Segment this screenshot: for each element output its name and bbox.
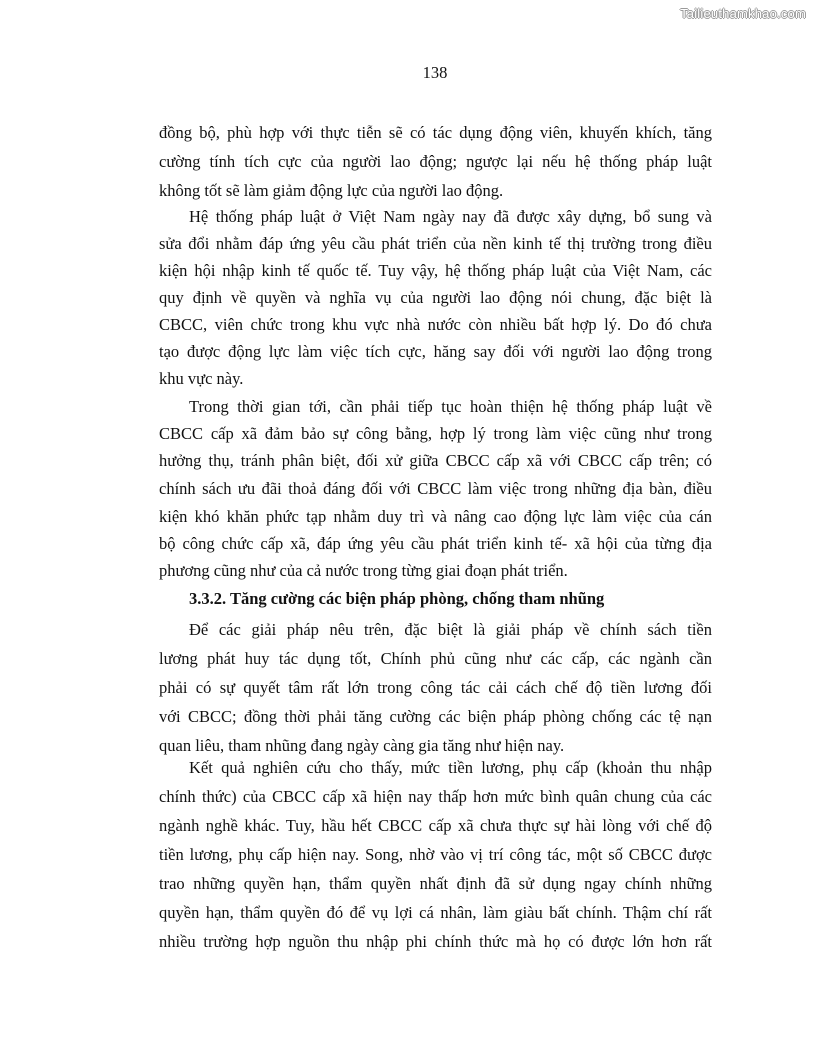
text-line: CBCC cấp xã đảm bảo sự công bằng, hợp lý trong làm việc cũng như trong [159, 424, 712, 443]
text-line: sửa đổi nhằm đáp ứng yêu cầu phát triển của nền kinh tế thị trường trong điều [159, 234, 712, 253]
text-line: với CBCC; đồng thời phải tăng cường các biện pháp phòng chống các tệ nạn [159, 707, 712, 726]
text-line: quy định về quyền và nghĩa vụ của người lao động nói chung, đặc biệt là [159, 288, 712, 307]
text-line: trao những quyền hạn, thẩm quyền nhất định đã sử dụng ngay chính những [159, 874, 712, 893]
page-number: 138 [422, 63, 448, 82]
section-heading: 3.3.2. Tăng cường các biện pháp phòng, chống tham nhũng [189, 589, 605, 608]
text-line: phải có sự quyết tâm rất lớn trong công tác cải cách chế độ tiền lương đối [159, 678, 712, 697]
text-line: nhiều trường hợp nguồn thu nhập phi chính thức mà họ có được lớn hơn rất [159, 932, 712, 951]
text-line: cường tính tích cực của người lao động; ngược lại nếu hệ thống pháp luật [159, 152, 712, 171]
text-line: kiện khó khăn phức tạp nhằm duy trì và nâng cao động lực làm việc của cán [159, 507, 712, 526]
text-line: đồng bộ, phù hợp với thực tiễn sẽ có tác dụng động viên, khuyến khích, tăng [159, 123, 712, 142]
text-line: bộ công chức cấp xã, đáp ứng yêu cầu phát triển kinh tế- xã hội của từng địa [159, 534, 712, 553]
text-line: Kết quả nghiên cứu cho thấy, mức tiền lương, phụ cấp (khoản thu nhập [189, 758, 712, 777]
text-line: CBCC, viên chức trong khu vực nhà nước còn nhiều bất hợp lý. Do đó chưa [159, 315, 712, 334]
text-line: chính thức) của CBCC cấp xã hiện nay thấp hơn mức bình quân chung của các [159, 787, 712, 806]
text-line: quyền hạn, thẩm quyền đó để vụ lợi cá nhân, làm giàu bất chính. Thậm chí rất [159, 903, 712, 922]
text-line: Hệ thống pháp luật ở Việt Nam ngày nay đã được xây dựng, bổ sung và [189, 207, 712, 226]
text-line: Trong thời gian tới, cần phải tiếp tục hoàn thiện hệ thống pháp luật về [189, 397, 712, 416]
text-line: quan liêu, tham nhũng đang ngày càng gia tăng như hiện nay. [159, 736, 565, 755]
text-line: chính sách ưu đãi thoả đáng đối với CBCC làm việc trong những địa bàn, điều [159, 479, 712, 498]
text-line: lương phát huy tác dụng tốt, Chính phủ cũng như các cấp, các ngành cần [159, 649, 712, 668]
text-line: ngành nghề khác. Tuy, hầu hết CBCC cấp xã chưa thực sự hài lòng với chế độ [159, 816, 712, 835]
text-line: hưởng thụ, tránh phân biệt, đối xử giữa CBCC cấp xã với CBCC cấp trên; có [159, 451, 712, 470]
text-line: tạo được động lực làm việc tích cực, hăng say đối với người lao động trong [159, 342, 712, 361]
text-line: khu vực này. [159, 369, 244, 388]
text-line: tiền lương, phụ cấp hiện nay. Song, nhờ vào vị trí công tác, một số CBCC được [159, 845, 712, 864]
text-line: không tốt sẽ làm giảm động lực của người lao động. [159, 181, 504, 200]
watermark: Tailieuthamkhao.com [680, 6, 806, 21]
text-line: phương cũng như của cả nước trong từng giai đoạn phát triển. [159, 561, 568, 580]
text-line: Để các giải pháp nêu trên, đặc biệt là giải pháp về chính sách tiền [189, 620, 712, 639]
text-line: kiện hội nhập kinh tế quốc tế. Tuy vậy, hệ thống pháp luật của Việt Nam, các [159, 261, 712, 280]
